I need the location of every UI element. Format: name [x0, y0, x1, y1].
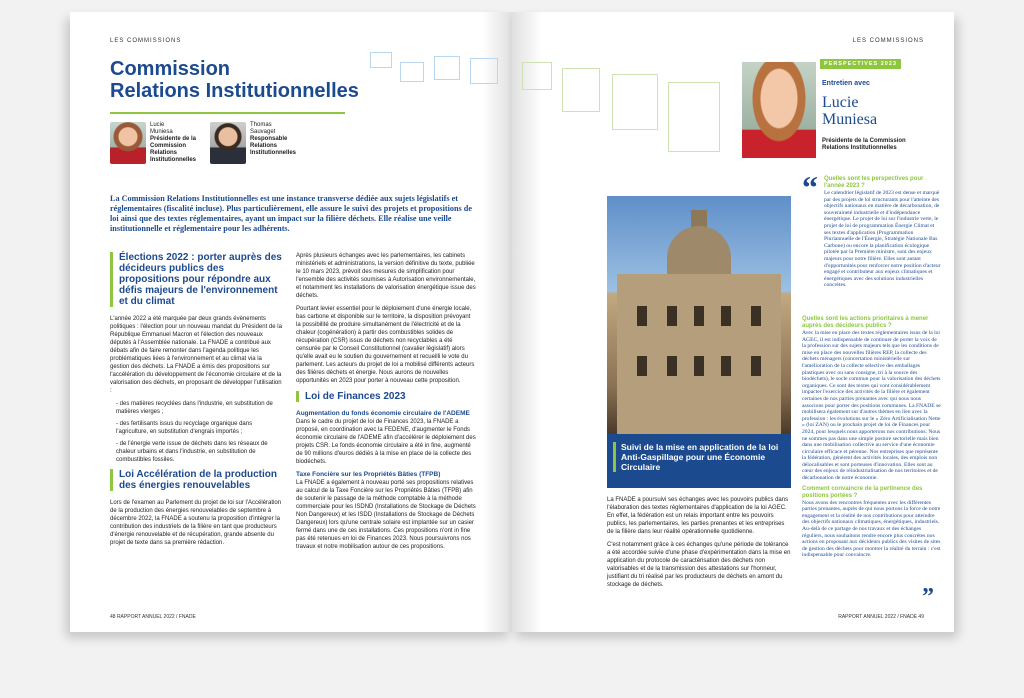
- subheading: Augmentation du fonds économie circulaire de l'ADEME: [296, 410, 470, 417]
- body-text: Après plusieurs échanges avec les parlementaires, les cabinets ministériels et administrations, la version définitive du texte, publiée le 10 mars 2023, prévoit des mesures de simplification pour l'ensemble des activités soumises à Autorisation environnementale, et notamment les installations de valorisation énergétique issue des déchets.: [296, 253, 476, 299]
- open-quote-icon: “: [802, 169, 818, 205]
- title-underline: [110, 112, 345, 114]
- list-item: - des matières recyclées dans l'industrie, en substitution de matières vierges ;: [116, 401, 273, 415]
- left-column-1: [110, 252, 282, 552]
- answer: Nous avons des rencontres fréquentes avec les différentes parties prenantes, auprès de qui nous portons la force de notre engagement et la réalité de nos contributions pour atteindre des objectifs nationaux climatiques, énergétiques, industriels. Au-delà de ce partage de nos travaux et des échanges réguliers, nous souhaitons rendre encore plus concrètes nos actions en proposant aux décideurs publics des visites de sites de gestion des déchets pour montrer la réalité du terrain : c'est indispensable pour convaincre.: [802, 499, 941, 559]
- section-heading: Loi de Finances 2023: [296, 391, 476, 402]
- question: Comment convaincre de la pertinence des positions portées ?: [802, 485, 923, 499]
- body-text: C'est notamment grâce à ces échanges qu'une période de tolérance a été accordée suivie d'une phase d'expérimentation dans la mise en application du protocole de caractérisation des déchets non valorisables et de la transmission des attestations sur l'honneur, justifiant du tri réalisé par les producteurs de déchets en amont du stockage de déchets.: [607, 542, 791, 588]
- avatar: [110, 122, 146, 164]
- person-card: [110, 122, 212, 164]
- person-first-name: Lucie: [150, 122, 165, 128]
- body-text: La FNADE a poursuivi ses échanges avec les pouvoirs publics dans l'élaboration des textes réglementaires d'application de la loi AGEC. En effet, la fédération est un relais important entre les pouvoirs publics, les parlementaires, les parties prenantes et les entreprises de la filière dans leur réalité opérationnelle quotidienne.: [607, 497, 789, 535]
- bullet-list: [110, 400, 282, 464]
- decorative-square: [400, 62, 424, 82]
- page-footer: 48 RAPPORT ANNUEL 2022 / FNADE: [110, 614, 196, 620]
- decorative-square: [562, 68, 600, 112]
- running-head: LES COMMISSIONS: [110, 38, 182, 44]
- body-text: Dans le cadre du projet de loi de Finances 2023, la FNADE a proposé, en coordination avec la FEDENE, d'augmenter le Fonds économie circulaire de l'ADEME afin d'accélérer le déploiement des projets CSR. Le fonds économie circulaire a été in fine, augmenté de 90 millions d'euros dédiés à la mise en place de la collecte des biodéchets.: [296, 419, 476, 465]
- avatar: [210, 122, 246, 164]
- close-quote-icon: ”: [922, 584, 934, 610]
- interview-qa: [802, 169, 942, 292]
- left-page: [70, 12, 512, 632]
- section-heading: Élections 2022 : porter auprès des décideurs publics des propositions pour répondre aux défis majeurs de l'environnement et du climat: [110, 252, 282, 307]
- person-card: [210, 122, 312, 164]
- interviewee-photo: [742, 62, 816, 158]
- answer: Avec la mise en place des textes réglementaires issus de la loi AGEC, il est indispensable de continuer de porter la voix de la profession sur des sujets majeurs tels que les conditions de mise en place des nouvelles filières REP, la collecte des déchets ménagers (concertation ministérielle sur l'amélioration de la collecte sélective des emballages plastiques avec ou sans consigne, tri à la source des biodéchets), le socle commun pour la valorisation des déchets organiques. Ce sont des textes qui vont considérablement impacter l'exercice des activités de la filière et également certaines de nos parties prenantes avec qui nous nous associons pour porter des positions communes. La FNADE se mobilisera également sur d'autres thèmes en lien avec la profession : les évolutions sur le « Zéro Artificialisation Nette » (loi ZAN) ou le prochain projet de loi de Finances pour 2024, pour lesquels nous apporterons nos contributions. Nous ne sommes pas dans une simple posture sectorielle mais bien dans une mobilisation collective au service d'une économie circulaire efficace et pérenne. Nos entreprises que représente la fédération, génèrent des activités locales, des emplois non délocalisables et sont porteuses d'innovation. Elles sont au cœur des enjeux de réindustrialisation de nos territoires et de décarbonation de notre économie.: [802, 330, 941, 482]
- photo-caption-heading: Suivi de la mise en application de la loi Anti-Gaspillage pour une Économie Circulaire: [607, 434, 791, 488]
- body-text: Lors de l'examen au Parlement du projet de loi sur l'Accélération de la production des énergies renouvelables de septembre à décembre 2022, la FNADE a soutenu la proposition d'intégrer la contribution des industriels de la filière en tant que producteurs d'énergie renouvelable et de récupération, grande absente du projet de texte dans sa première rédaction.: [110, 500, 282, 546]
- decorative-square: [612, 74, 658, 130]
- interviewee-name: Lucie Muniesa: [822, 94, 878, 128]
- subheading: Taxe Foncière sur les Propriétés Bâties (TFPB): [296, 471, 441, 478]
- list-item: - de l'énergie verte issue de déchets dans les réseaux de chaleur urbains et dans l'industrie, en substitution de combustibles fossiles.: [116, 441, 268, 463]
- page-footer: RAPPORT ANNUEL 2022 / FNADE 49: [838, 614, 924, 620]
- left-column-2: [296, 252, 476, 556]
- person-first-name: Thomas: [250, 122, 272, 128]
- interviewee-role: Présidente de la Commission Relations Institutionnelles: [822, 138, 906, 151]
- running-head: LES COMMISSIONS: [852, 38, 924, 44]
- person-role: Responsable Relations Institutionnelles: [250, 136, 297, 156]
- decorative-square: [470, 58, 498, 84]
- intro-paragraph: La Commission Relations Institutionnelles est une instance transverse dédiée aux sujets législatifs et réglementaires (fiscalité incluse). Plus particulièrement, elle assure le suivi des projets et propositions de loi ainsi que des textes réglementaires, ayant un impact sur la filière déchets. Elle réalise une veille institutionnelle et réglementaire pour les adhérents.: [110, 194, 472, 233]
- body-text: La FNADE a également à nouveau porté ses propositions relatives au calcul de la Taxe Foncière sur les Propriétés Bâties (TFPB) afin de soutenir le passage de la méthode comptable à la méthode commerciale pour les ISDND (Installations de Stockage de Déchets Non Dangereux) et les ISDD (Installations de Stockage de Déchets Dangereux) lors qu'une centrale solaire est implantée sur un casier fermé dans une de ces installations. Ces propositions n'ont in fine pas été retenues en loi de Finances 2023. Nous poursuivrons nos travaux et notre mobilisation autour de ces propositions.: [296, 480, 476, 550]
- right-column-1: [607, 496, 791, 594]
- body-text: L'année 2022 a été marquée par deux grands évènements politiques : l'élection pour un nouveau mandat du Président de la République Emmanuel Macron et l'élection des nouveaux députés à l'Assemblée nationale. La FNADE a contribué aux débats afin de faire remonter dans l'agenda politique les problématiques liées à l'environnement et au climat via la gestion des déchets. La FNADE a émis des propositions sur l'accélération du développement de l'économie circulaire et de la valorisation des déchets, en proposant de développer l'utilisation :: [110, 316, 282, 394]
- person-last-name: Muniesa: [150, 129, 173, 135]
- section-heading: Loi Accélération de la production des énergies renouvelables: [110, 469, 282, 491]
- decorative-square: [434, 56, 460, 80]
- senate-building-photo: [607, 196, 791, 434]
- question: Quelles sont les actions prioritaires à mener auprès des décideurs publics ?: [802, 316, 929, 329]
- magazine-spread: [70, 12, 954, 632]
- person-role: Présidente de la Commission Relations Institutionnelles: [150, 136, 197, 163]
- interview-qa: [802, 312, 942, 562]
- list-item: - des fertilisants issus du recyclage organique dans l'agriculture, en substitution d'engrais importés ;: [116, 421, 253, 435]
- right-page: [512, 12, 954, 632]
- answer: Le calendrier législatif de 2023 est dense et marqué par des projets de loi structurants pour l'atteinte des objectifs nationaux en matière de décarbonation, de souveraineté industrielle et d'indépendance énergétique. Le projet de loi sur l'industrie verte, le projet de loi de programmation Énergie Climat et ses textes d'application (Programmation Pluriannuelle de l'Énergie, Stratégie Nationale Bas Carbone) ou encore la planification écologique pilotée par la Première ministre, sont des enjeux majeurs pour notre filière. Elles sont autant d'opportunités pour renforcer notre position d'acteur engagé et contributeur aux enjeux climatiques et énergétiques avec des solutions industrielles concrètes.: [824, 190, 941, 289]
- body-text: Pourtant levier essentiel pour le déploiement d'une énergie locale, bas carbone et disponible sur le territoire, la disposition prévoyant la possibilité de produire simultanément de l'électricité et de la chaleur (cogénération) à partir des combustibles solides de récupération (CSR) issus de déchets non recyclables a été censurée par le Conseil Constitutionnel (cavalier législatif) alors qu'elle avait eu le soutien du gouvernement et recueilli le vote du parlement. Les acteurs du projet de loi a mobilisé différents acteurs des filières déchets et énergie. Nous aurons de nouvelles opportunités en 2023 pour porter à nouveau cette proposition.: [296, 306, 475, 384]
- page-title: Commission Relations Institutionnelles: [110, 58, 359, 102]
- decorative-square: [668, 82, 720, 152]
- interview-label: Entretien avec: [822, 80, 870, 87]
- question: Quelles sont les perspectives pour l'année 2023 ?: [824, 176, 924, 189]
- person-last-name: Sauvaget: [250, 129, 276, 135]
- decorative-square: [522, 62, 552, 90]
- perspectives-badge: PERSPECTIVES 2023: [820, 59, 901, 69]
- decorative-square: [370, 52, 392, 68]
